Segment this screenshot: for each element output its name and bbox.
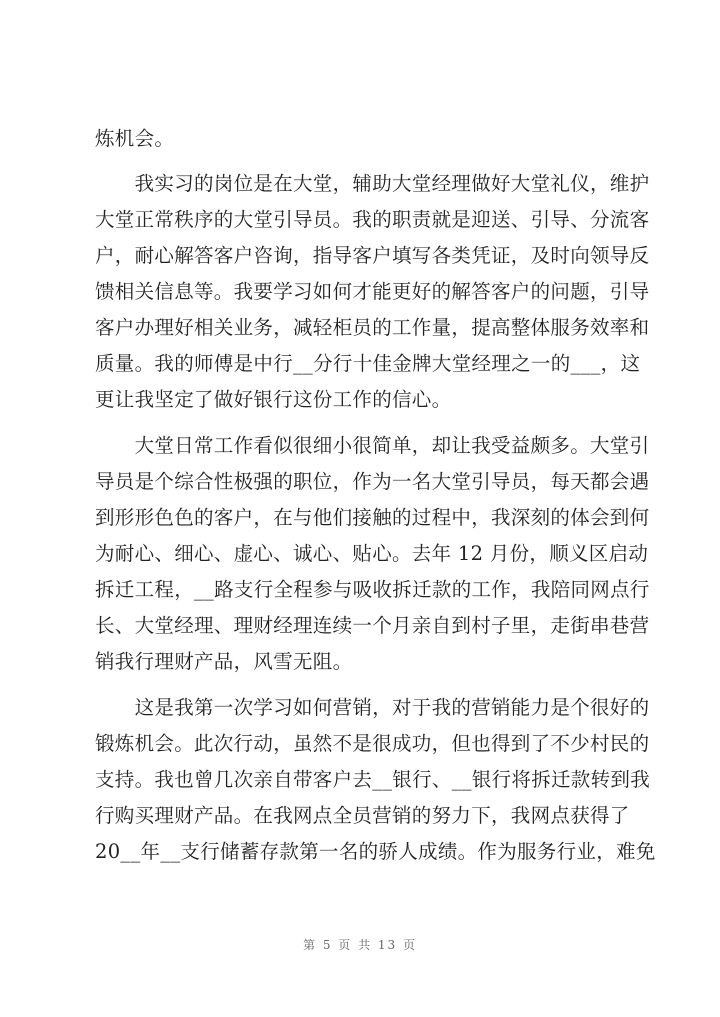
text-line: 支持。我也曾几次亲自带客户去__银行、__银行将拆迁款转到我 bbox=[95, 768, 650, 791]
text-line: 20__年__支行储蓄存款第一名的骄人成绩。作为服务行业，难免 bbox=[95, 840, 656, 863]
text-line: 更让我坚定了做好银行这份工作的信心。 bbox=[95, 388, 452, 411]
text-line: 拆迁工程，__路支行全程参与吸收拆迁款的工作，我陪同网点行 bbox=[95, 578, 650, 601]
text-line: 锻炼机会。此次行动，虽然不是很成功，但也得到了不少村民的 bbox=[95, 732, 650, 755]
text-line: 大堂日常工作看似很细小很简单，却让我受益颇多。大堂引 bbox=[95, 434, 650, 457]
text-line: 这是我第一次学习如何营销，对于我的营销能力是个很好的 bbox=[95, 696, 650, 719]
text-line: 客户办理好相关业务，减轻柜员的工作量，提高整体服务效率和 bbox=[95, 316, 650, 339]
page-number-footer: 第 5 页 共 13 页 bbox=[303, 938, 417, 952]
text-line: 为耐心、细心、虚心、诚心、贴心。去年 12 月份，顺义区启动 bbox=[95, 542, 649, 565]
text-line: 质量。我的师傅是中行__分行十佳金牌大堂经理之一的___，这 bbox=[95, 352, 641, 375]
text-line: 行购买理财产品。在我网点全员营销的努力下，我网点获得了 bbox=[95, 804, 630, 827]
text-line: 长、大堂经理、理财经理连续一个月亲自到村子里，走街串巷营 bbox=[95, 614, 650, 637]
text-line: 炼机会。 bbox=[95, 127, 175, 150]
text-line: 我实习的岗位是在大堂，辅助大堂经理做好大堂礼仪，维护 bbox=[95, 172, 650, 195]
text-line: 导员是个综合性极强的职位，作为一名大堂引导员，每天都会遇 bbox=[95, 470, 650, 493]
text-line: 销我行理财产品，风雪无阻。 bbox=[95, 650, 353, 673]
text-line: 户，耐心解答客户咨询，指导客户填写各类凭证，及时向领导反 bbox=[95, 244, 650, 267]
text-line: 馈相关信息等。我要学习如何才能更好的解答客户的问题，引导 bbox=[95, 280, 650, 303]
text-line: 大堂正常秩序的大堂引导员。我的职责就是迎送、引导、分流客 bbox=[95, 208, 650, 231]
text-line: 到形形色色的客户，在与他们接触的过程中，我深刻的体会到何 bbox=[95, 506, 650, 529]
